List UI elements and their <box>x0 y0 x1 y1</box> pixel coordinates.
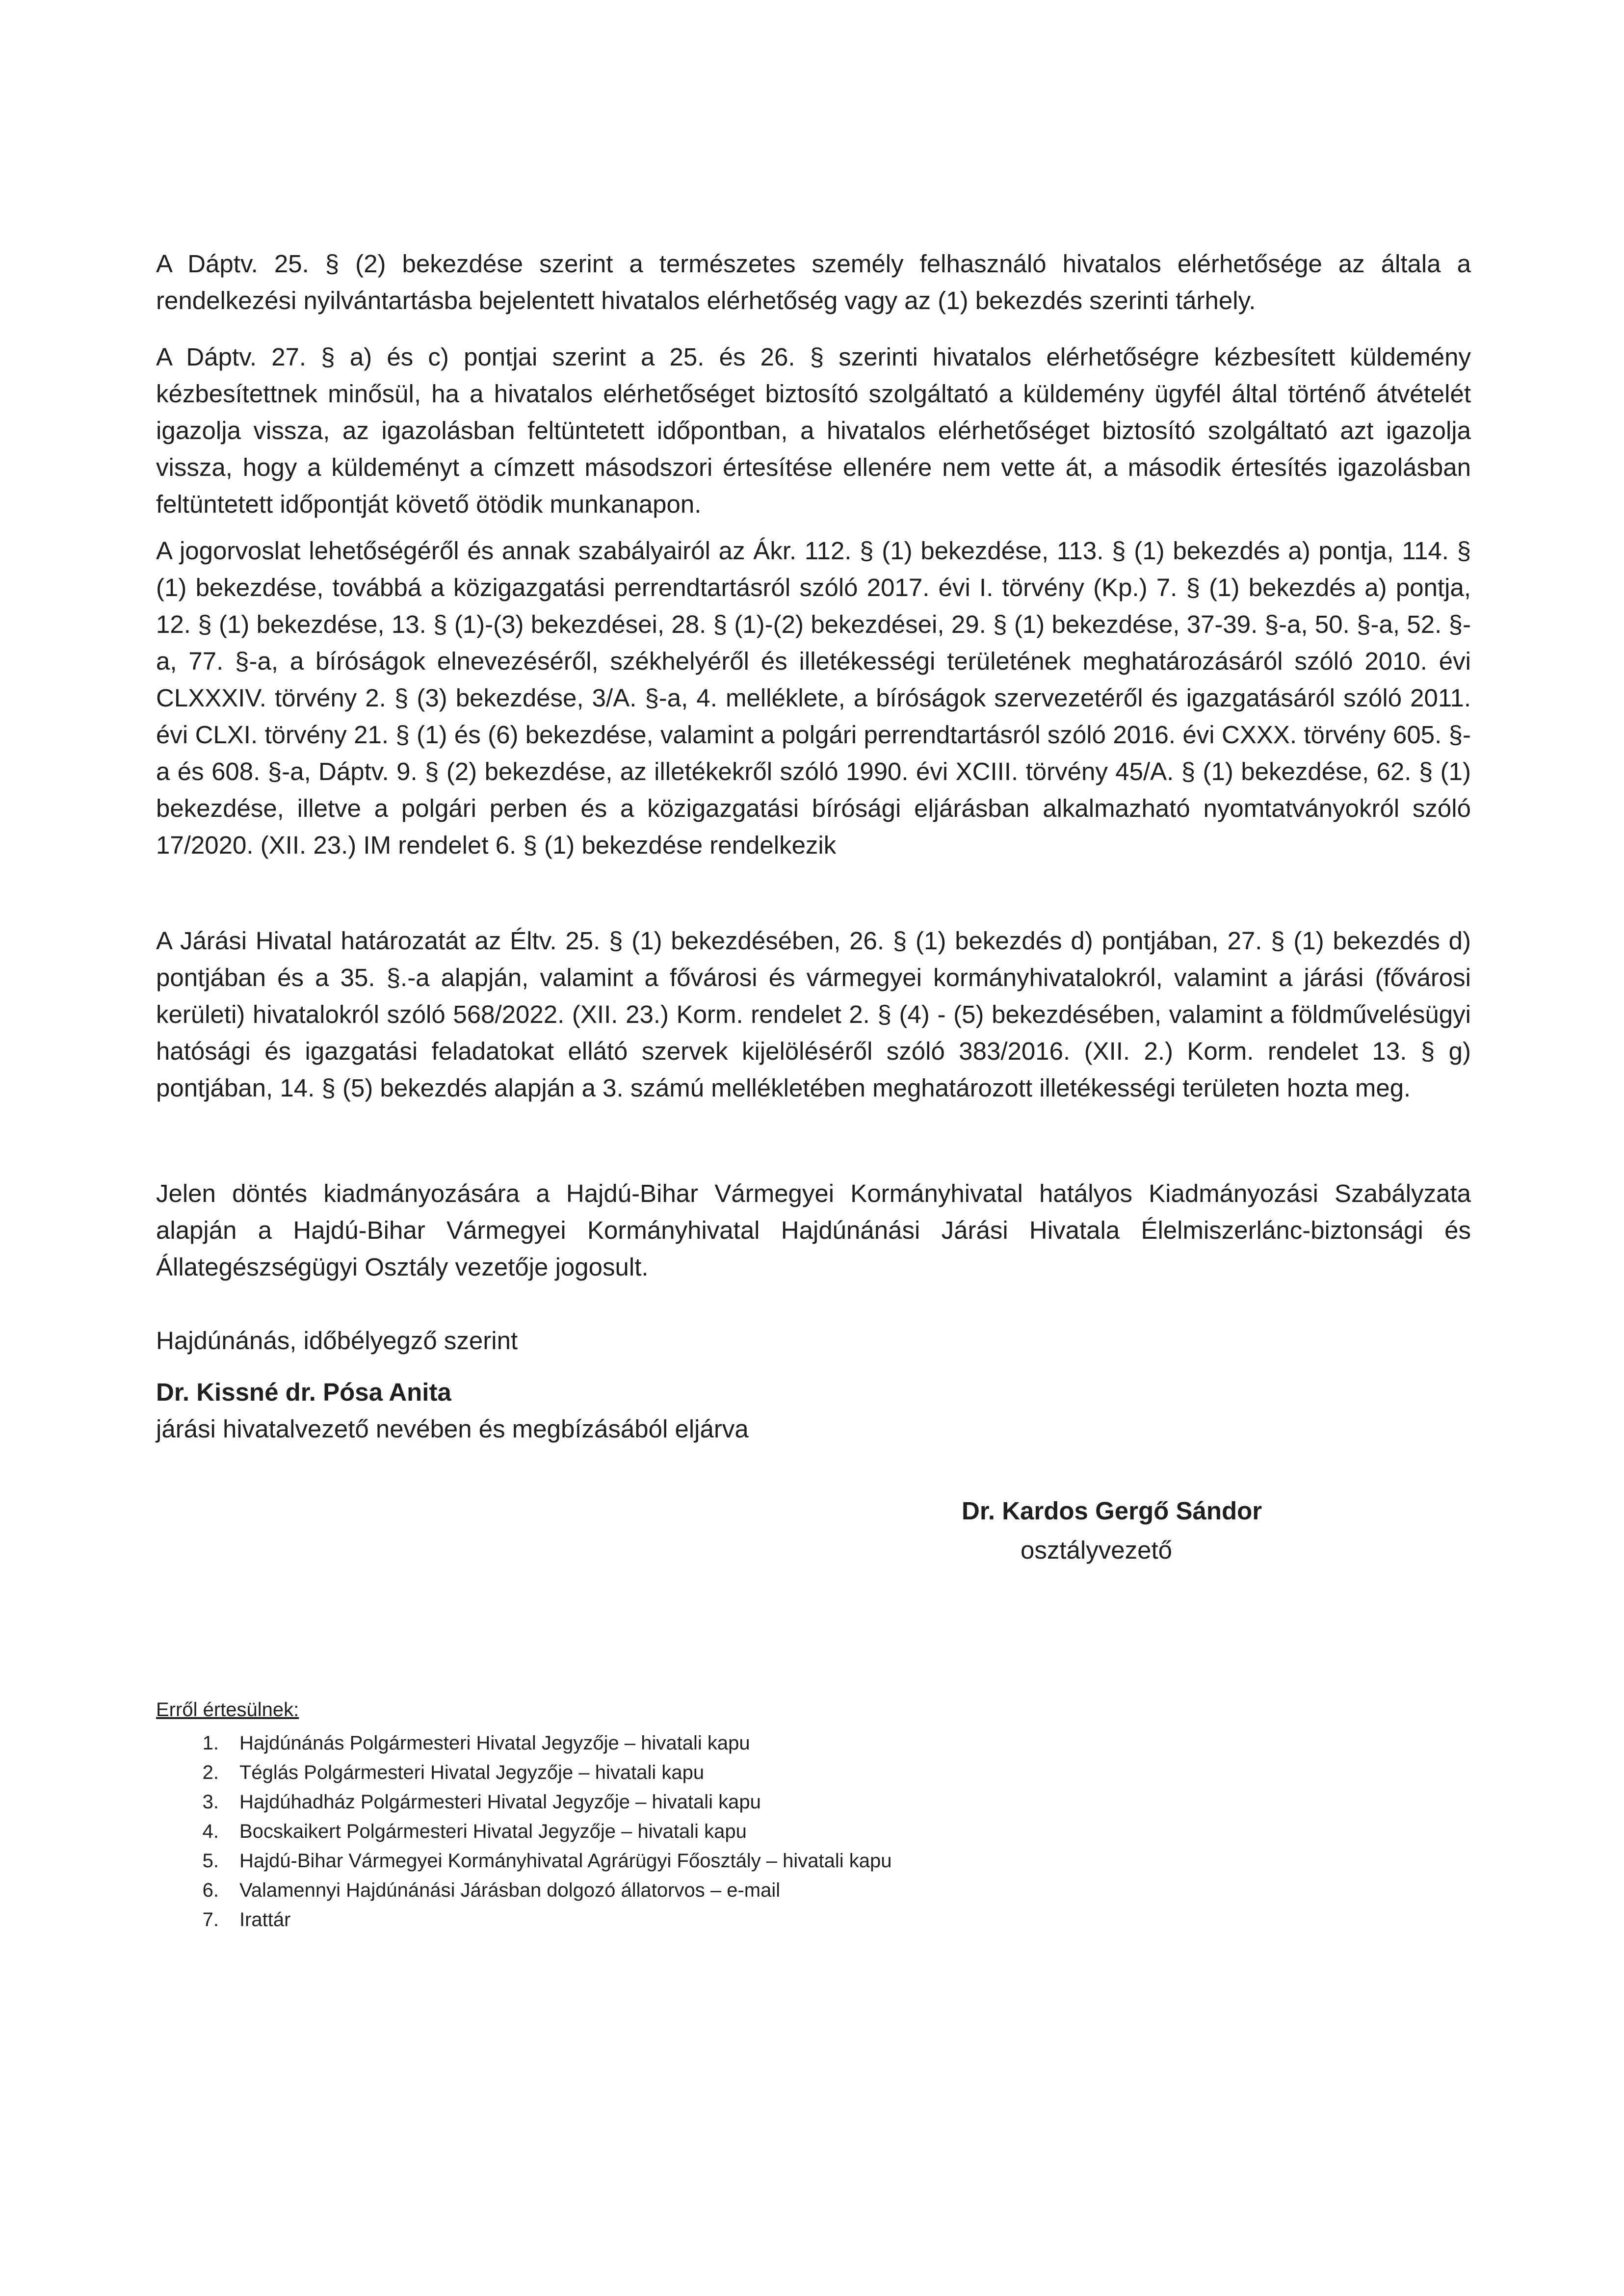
signer-2-name: Dr. Kardos Gergő Sándor <box>962 1497 1262 1525</box>
signer-1-role: járási hivatalvezető nevében és megbízásából eljárva <box>156 1415 749 1443</box>
list-item <box>156 1758 1235 1787</box>
list-item <box>156 1846 1235 1876</box>
paragraph-jarasi-hivatal: A Járási Hivatal határozatát az Éltv. 25. § (1) bekezdésében, 26. § (1) bekezdés d) pontjában, 27. § (1) bekezdés d) pontjában és a 35. §.-a alapján, valamint a fővárosi és vármegyei kormányhivatalokról, valamint a járási (fővárosi kerületi) hivatalokról szóló 568/2022. (XII. 23.) Korm. rendelet 2. § (4) - (5) bekezdésében, valamint a földművelésügyi hatósági és igazgatási feladatokat ellátó szervek kijelöléséről szóló 383/2016. (XII. 2.) Korm. rendelet 13. § g) pontjában, 14. § (5) bekezdés alapján a 3. számú mellékletében meghatározott illetékességi területen hozta meg. <box>156 927 1471 1102</box>
list-item-number: 4. <box>202 1821 219 1842</box>
list-item-text: Hajdúhadház Polgármesteri Hivatal Jegyzője – hivatali kapu <box>239 1791 761 1813</box>
signer-2-role: osztályvezető <box>1021 1536 1172 1564</box>
list-item-number: 2. <box>202 1762 219 1783</box>
list-item <box>156 1787 1235 1817</box>
list-item-text: Valamennyi Hajdúnánási Járásban dolgozó állatorvos – e-mail <box>239 1879 781 1901</box>
list-item-number: 5. <box>202 1850 219 1872</box>
place-date: Hajdúnánás, időbélyegző szerint <box>156 1327 518 1355</box>
list-item-number: 1. <box>202 1732 219 1754</box>
notification-list-block <box>156 1695 1235 1934</box>
list-item-number: 7. <box>202 1909 219 1931</box>
signer-block-2 <box>962 1491 1403 1570</box>
list-item-number: 6. <box>202 1879 219 1901</box>
list-item-text: Hajdú-Bihar Vármegyei Kormányhivatal Agrárügyi Főosztály – hivatali kapu <box>239 1850 892 1872</box>
list-item-text: Bocskaikert Polgármesteri Hivatal Jegyzője – hivatali kapu <box>239 1821 747 1842</box>
list-item-text: Hajdúnánás Polgármesteri Hivatal Jegyzője – hivatali kapu <box>239 1732 750 1754</box>
list-item-text: Irattár <box>239 1909 291 1931</box>
list-item-number: 3. <box>202 1791 219 1813</box>
list-item <box>156 1905 1235 1934</box>
list-item <box>156 1876 1235 1905</box>
signer-1-name: Dr. Kissné dr. Pósa Anita <box>156 1378 451 1406</box>
paragraph-kiadmanyozas: Jelen döntés kiadmányozására a Hajdú-Bihar Vármegyei Kormányhivatal hatályos Kiadmányozási Szabályzata alapján a Hajdú-Bihar Vármegyei Kormányhivatal Hajdúnánási Járási Hivatala Élelmiszerlánc-biztonsági és Állategészségügyi Osztály vezetője jogosult. <box>156 1179 1471 1281</box>
list-item <box>156 1728 1235 1758</box>
notification-list <box>156 1728 1235 1934</box>
paragraph-daptv-25: A Dáptv. 25. § (2) bekezdése szerint a természetes személy felhasználó hivatalos elérhetősége az általa a rendelkezési nyilvántartásba bejelentett hivatalos elérhetőség vagy az (1) bekezdés szerinti tárhely. <box>156 250 1471 314</box>
paragraph-daptv-27: A Dáptv. 27. § a) és c) pontjai szerint a 25. és 26. § szerinti hivatalos elérhetőségre kézbesített küldemény kézbesítettnek minősül, ha a hivatalos elérhetőséget biztosító szolgáltató a küldemény ügyfél által történő átvételét igazolja vissza, az igazolásban feltüntetett időpontban, a hivatalos elérhetőséget biztosító szolgáltató azt igazolja vissza, hogy a küldeményt a címzett másodszori értesítése ellenére nem vette át, a második értesítés igazolásban feltüntetett időpontját követő ötödik munkanapon. <box>156 343 1471 518</box>
paragraph-jogorvoslat: A jogorvoslat lehetőségéről és annak szabályairól az Ákr. 112. § (1) bekezdése, 113. § (1) bekezdés a) pontja, 114. § (1) bekezdése, továbbá a közigazgatási perrendtartásról szóló 2017. évi I. törvény (Kp.) 7. § (1) bekezdés a) pontja, 12. § (1) bekezdése, 13. § (1)-(3) bekezdései, 28. § (1)-(2) bekezdései, 29. § (1) bekezdése, 37-39. §-a, 50. §-a, 52. §-a, 77. §-a, a bíróságok elnevezéséről, székhelyéről és illetékességi területének meghatározásáról szóló 2010. évi CLXXXIV. törvény 2. § (3) bekezdése, 3/A. §-a, 4. melléklete, a bíróságok szervezetéről és igazgatásáról szóló 2011. évi CLXI. törvény 21. § (1) és (6) bekezdése, valamint a polgári perrendtartásról szóló 2016. évi CXXX. törvény 605. §-a és 608. §-a, Dáptv. 9. § (2) bekezdése, az illetékekről szóló 1990. évi XCIII. törvény 45/A. § (1) bekezdése, 62. § (1) bekezdése, illetve a polgári perben és a közigazgatási bírósági eljárásban alkalmazható nyomtatványokról szóló 17/2020. (XII. 23.) IM rendelet 6. § (1) bekezdése rendelkezik <box>156 537 1471 859</box>
list-item <box>156 1817 1235 1846</box>
signer-block-1 <box>156 1374 1039 1447</box>
notification-title: Erről értesülnek: <box>156 1699 299 1721</box>
list-item-text: Téglás Polgármesteri Hivatal Jegyzője – hivatali kapu <box>239 1762 705 1783</box>
